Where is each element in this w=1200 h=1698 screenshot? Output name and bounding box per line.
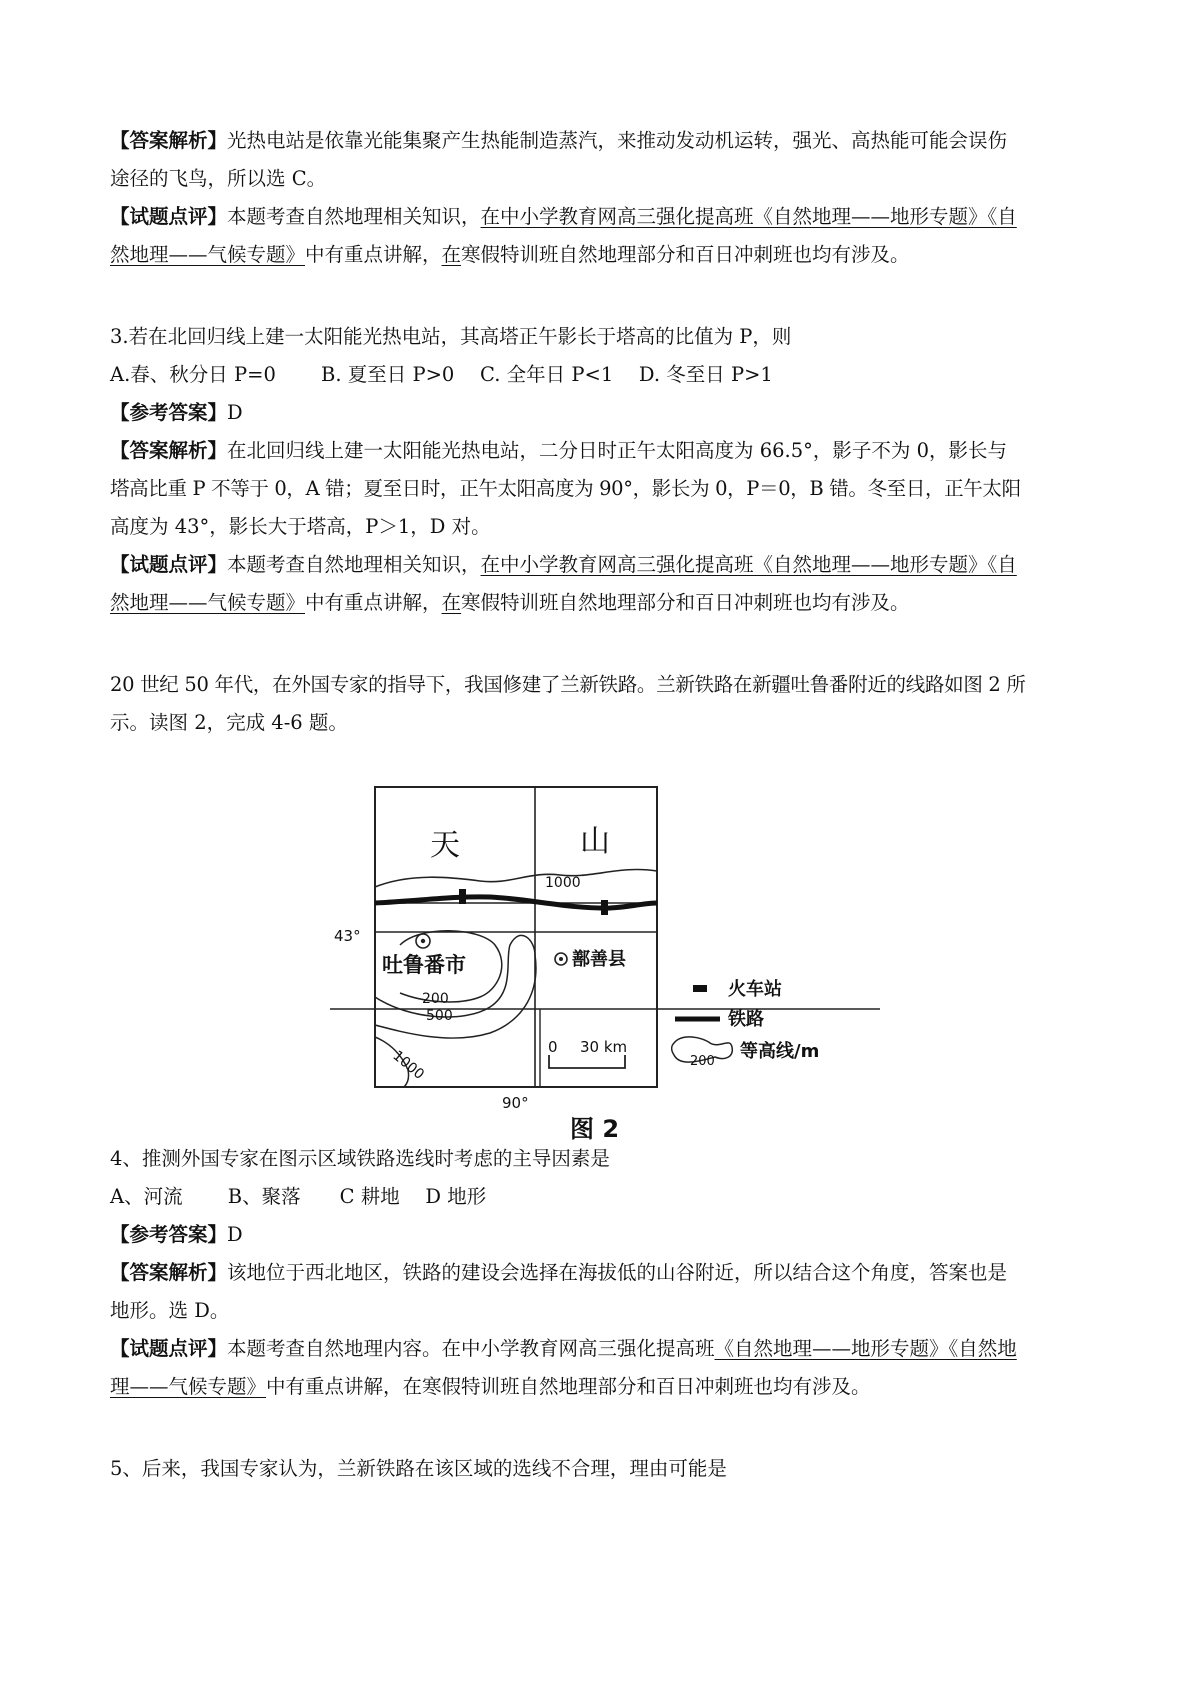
review-text: 中有重点讲解，	[305, 243, 442, 266]
q4-analysis-line1	[110, 1260, 1100, 1286]
review-text: 寒假特训班自然地理部分和百日冲刺班也均有涉及。	[461, 243, 910, 266]
q3-analysis-line1	[110, 438, 1100, 464]
q2-review-line2	[110, 242, 1100, 268]
analysis-text: 在北回归线上建一太阳能光热电站，二分日时正午太阳高度为 66.5°，影子不为 0，影长与	[227, 439, 1007, 462]
answer-value: D	[227, 401, 243, 424]
contour-500	[375, 935, 536, 1038]
review-label: 【试题点评】	[110, 553, 228, 576]
q5-stem: 5、后来，我国专家认为，兰新铁路在该区域的选线不合理，理由可能是	[110, 1457, 727, 1480]
q3-analysis-line3: 高度为 43°，影长大于塔高，P＞1，D 对。	[110, 515, 491, 538]
q3-review-line1	[110, 552, 1100, 578]
q3-stem: 3.若在北回归线上建一太阳能光热电站，其高塔正午影长于塔高的比值为 P，则	[110, 325, 792, 348]
review-text: 寒假特训班自然地理部分和百日冲刺班也均有涉及。	[461, 591, 910, 614]
q3-review-line2	[110, 590, 1100, 616]
q4-analysis-line2: 地形。选 D。	[110, 1299, 230, 1322]
station-marker	[601, 900, 608, 915]
q4-review-line2	[110, 1374, 1100, 1400]
county-label-shanshan: 鄯善县	[572, 949, 626, 970]
scale-bar	[549, 1055, 625, 1068]
review-text: 中有重点讲解，在寒假特训班自然地理部分和百日冲刺班也均有涉及。	[266, 1375, 871, 1398]
analysis-label: 【答案解析】	[110, 1261, 228, 1284]
course-link[interactable]: 理——气候专题》	[110, 1375, 267, 1398]
q3-options: A.春、秋分日 P=0 B. 夏至日 P>0 C. 全年日 P<1 D. 冬至日 P>1	[110, 363, 773, 386]
q2-analysis-line1	[110, 128, 1100, 154]
contour-label-1000-bottom: 1000	[389, 1047, 428, 1083]
contour-label-200: 200	[422, 991, 449, 1007]
answer-label: 【参考答案】	[110, 1223, 228, 1246]
contour-label-500: 500	[426, 1008, 453, 1024]
city-marker-icon	[421, 939, 425, 943]
answer-label: 【参考答案】	[110, 401, 228, 424]
scale-label-30: 30 km	[580, 1038, 628, 1056]
city-label-turpan: 吐鲁番市	[382, 953, 466, 977]
analysis-text: 途径的飞鸟，所以选 C。	[110, 167, 327, 190]
course-link[interactable]: 然地理——气候专题》	[110, 243, 306, 266]
answer-value: D	[227, 1223, 243, 1246]
course-link[interactable]: 《自然地理——地形专题》《自然地	[714, 1337, 1017, 1360]
q4-options: A、河流 B、聚落 C 耕地 D 地形	[110, 1185, 487, 1208]
legend-station-icon	[693, 985, 707, 992]
q4-stem: 4、推测外国专家在图示区域铁路选线时考虑的主导因素是	[110, 1147, 610, 1170]
figure-caption: 图 2	[570, 1115, 620, 1143]
analysis-label: 【答案解析】	[110, 439, 228, 462]
review-text: 本题考查自然地理相关知识，	[227, 553, 481, 576]
analysis-text: 光热电站是依靠光能集聚产生热能制造蒸汽，来推动发动机运转，强光、高热能可能会误伤	[227, 129, 1008, 152]
q2-review-line1	[110, 204, 1100, 230]
scale-label-0: 0	[548, 1038, 558, 1056]
legend-contour-label: 等高线/m	[740, 1041, 820, 1062]
longitude-label: 90°	[502, 1094, 529, 1112]
q4-answer	[110, 1222, 1100, 1248]
q3-answer	[110, 400, 1100, 426]
underlined-char: 在	[441, 591, 462, 614]
legend-contour-value: 200	[690, 1054, 715, 1069]
review-label: 【试题点评】	[110, 205, 228, 228]
analysis-label: 【答案解析】	[110, 129, 228, 152]
contour-label-1000: 1000	[545, 875, 581, 891]
map-svg	[330, 775, 890, 1145]
q2-analysis-line2	[110, 166, 1100, 192]
station-marker	[459, 889, 466, 904]
label-tian: 天	[430, 828, 460, 863]
figure-2-map	[330, 775, 890, 1145]
course-link[interactable]: 然地理——气候专题》	[110, 591, 306, 614]
label-shan: 山	[580, 824, 610, 859]
intro-line1: 20 世纪 50 年代，在外国专家的指导下，我国修建了兰新铁路。兰新铁路在新疆吐鲁番附近的线路如图 2 所	[110, 673, 1026, 696]
review-text: 中有重点讲解，	[305, 591, 442, 614]
county-marker-icon	[559, 957, 563, 961]
q4-review-line1	[110, 1336, 1100, 1362]
underlined-char: 在	[441, 243, 462, 266]
course-link[interactable]: 在中小学教育网高三强化提高班《自然地理——地形专题》《自	[480, 553, 1017, 576]
q3-analysis-line2: 塔高比重 P 不等于 0，A 错；夏至日时，正午太阳高度为 90°，影长为 0，P＝0，B 错。冬至日，正午太阳	[110, 477, 1021, 500]
intro-line2: 示。读图 2，完成 4-6 题。	[110, 711, 348, 734]
review-text: 本题考查自然地理相关知识，	[227, 205, 481, 228]
review-text: 本题考查自然地理内容。在中小学教育网高三强化提高班	[227, 1337, 715, 1360]
legend-station-label: 火车站	[728, 979, 782, 1000]
analysis-text: 该地位于西北地区，铁路的建设会选择在海拔低的山谷附近，所以结合这个角度，答案也是	[227, 1261, 1008, 1284]
legend-railway-label: 铁路	[728, 1009, 764, 1030]
review-label: 【试题点评】	[110, 1337, 228, 1360]
contour-1000-top	[375, 869, 657, 887]
course-link[interactable]: 在中小学教育网高三强化提高班《自然地理——地形专题》《自	[480, 205, 1017, 228]
latitude-label: 43°	[334, 927, 361, 945]
